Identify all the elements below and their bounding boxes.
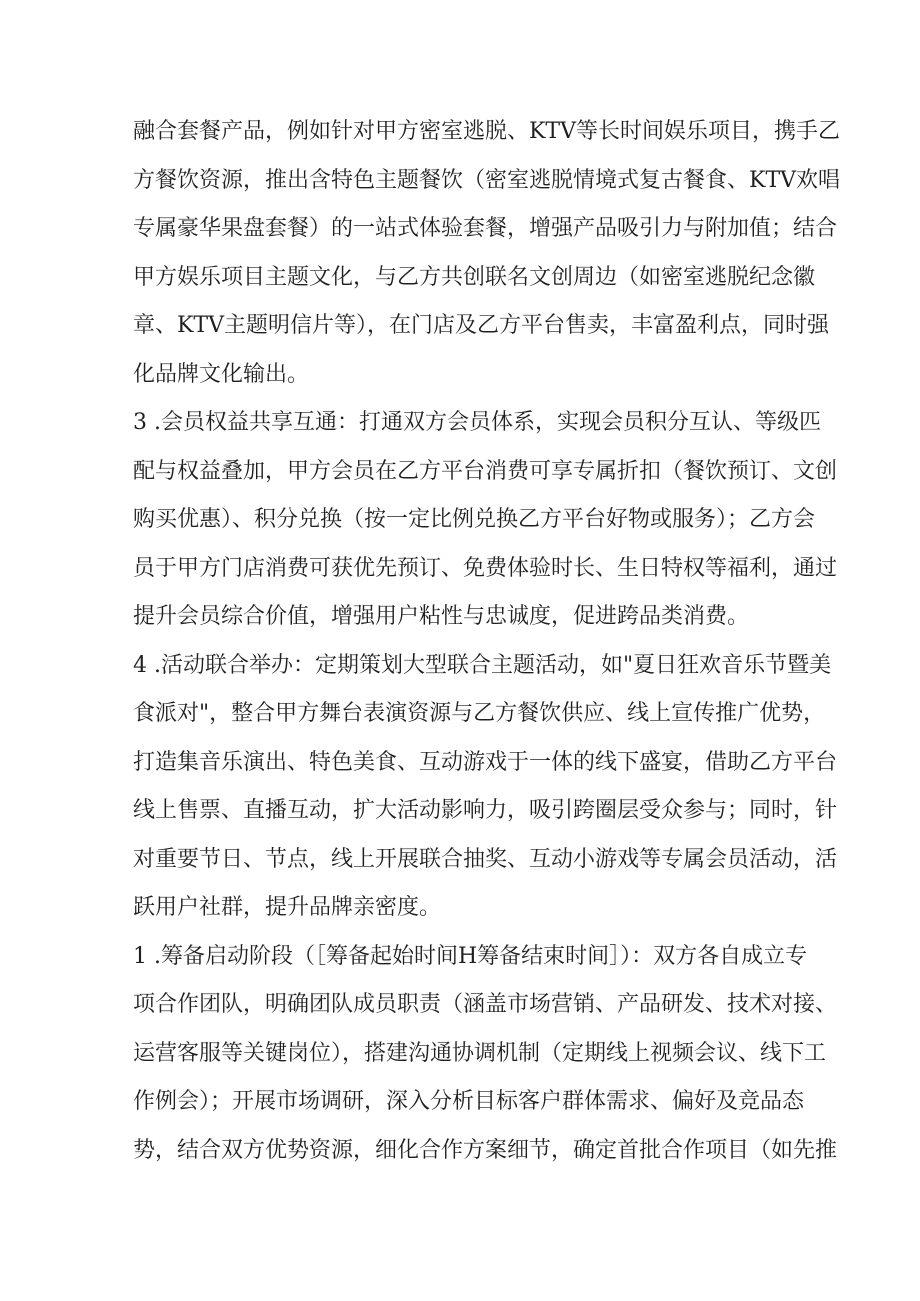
text-line: 运营客服等关键岗位），搭建沟通协调机制（定期线上视频会议、线下工 — [133, 1040, 827, 1066]
document-body — [133, 108, 840, 1175]
text-line: 章、KTV主题明信片等），在门店及乙方平台售卖，丰富盈利点，同时强 — [133, 313, 829, 338]
text-line: 跃用户社群，提升品牌亲密度。 — [133, 895, 442, 920]
text-line: 食派对"，整合甲方舞台表演资源与乙方餐饮供应、线上宣传推广优势， — [133, 701, 826, 726]
text-line: 配与权益叠加，甲方会员在乙方平台消费可享专属折扣（餐饮预订、文创 — [133, 458, 838, 484]
text-line: 购买优惠）、积分兑换（按一定比例兑换乙方平台好物或服务）；乙方会 — [133, 507, 816, 532]
text-line: 作例会）；开展市场调研，深入分析目标客户群体需求、偏好及竞品态 — [133, 1089, 805, 1114]
text-line: 1 .筹备启动阶段（［筹备起始时间H筹备结束时间］）：双方各自成立专 — [133, 943, 808, 969]
text-line: 化品牌文化输出。 — [133, 361, 310, 387]
text-line: 对重要节日、节点，线上开展联合抽奖、互动小游戏等专属会员活动，活 — [133, 846, 838, 872]
text-line: 提升会员综合价值，增强用户粘性与忠诚度，促进跨品类消费。 — [133, 604, 750, 629]
text-line: 线上售票、直播互动，扩大活动影响力，吸引跨圈层受众参与；同时，针 — [133, 798, 838, 823]
text-line: 方餐饮资源，推出含特色主题餐饮（密室逃脱情境式复古餐食、KTV欢唱 — [133, 167, 840, 193]
text-line: 4 .活动联合举办：定期策划大型联合主题活动，如"夏日狂欢音乐节暨美 — [133, 652, 832, 678]
text-line: 势，结合双方优势资源，细化合作方案细节，确定首批合作项目（如先推 — [133, 1137, 838, 1163]
text-line: 融合套餐产品，例如针对甲方密室逃脱、KTV等长时间娱乐项目，携手乙 — [133, 119, 840, 144]
text-line: 打造集音乐演出、特色美食、互动游戏于一体的线下盛宴，借助乙方平台 — [133, 749, 838, 775]
text-line: 员于甲方门店消费可获优先预订、免费体验时长、生日特权等福利，通过 — [133, 555, 838, 581]
text-line: 3 .会员权益共享互通：打通双方会员体系，实现会员积分互认、等级匹 — [133, 410, 821, 435]
text-line: 专属豪华果盘套餐）的一站式体验套餐，增强产品吸引力与附加值；结合 — [133, 216, 838, 241]
text-line: 项合作团队，明确团队成员职责（涵盖市场营销、产品研发、技术对接、 — [133, 992, 838, 1017]
text-line: 甲方娱乐项目主题文化，与乙方共创联名文创周边（如密室逃脱纪念徽 — [133, 264, 816, 290]
